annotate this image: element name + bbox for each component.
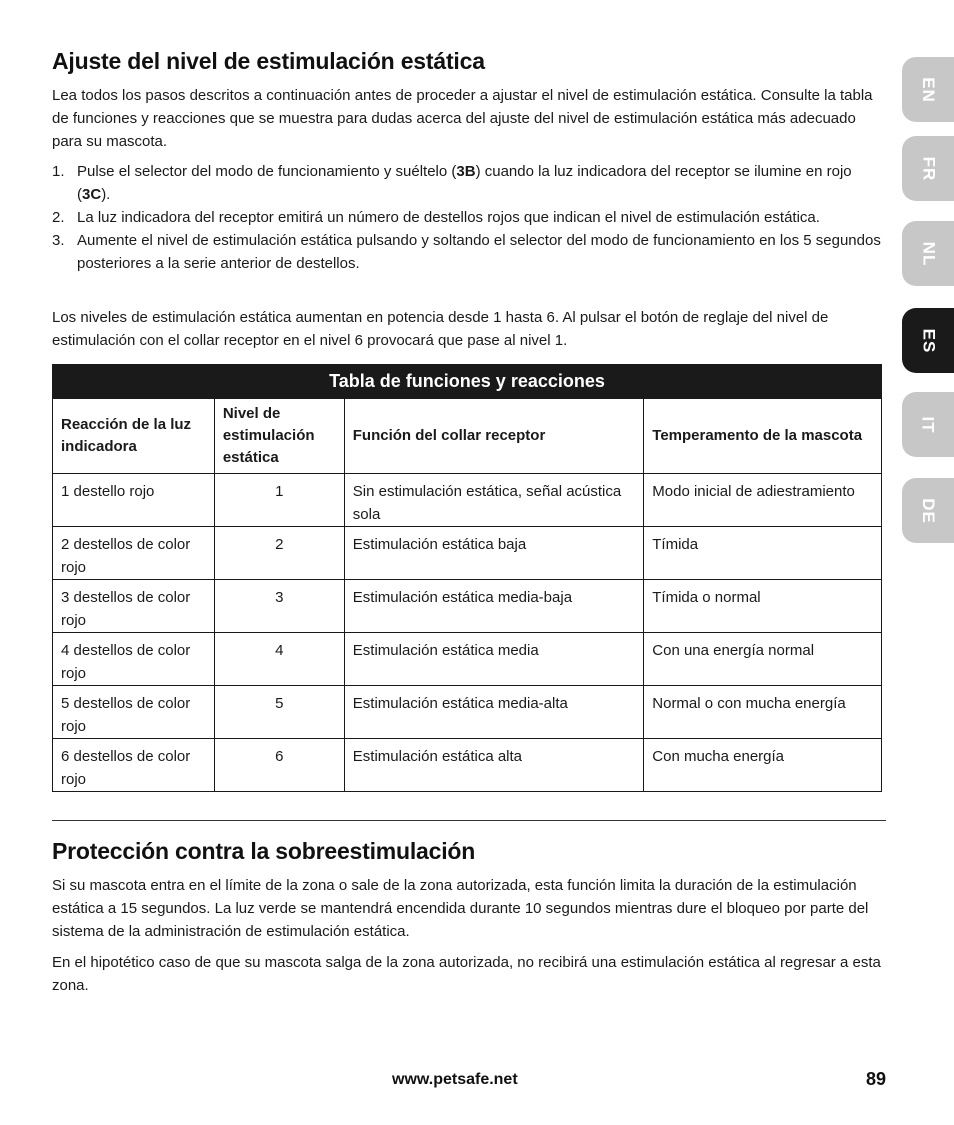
functions-table: [52, 364, 882, 792]
language-tab-de[interactable]: DE: [902, 478, 954, 543]
table-row: 4 destellos de color rojo 4 Estimulación estática media Con una energía normal: [53, 633, 882, 686]
section-title-overstimulation: Protección contra la sobreestimulación: [52, 838, 476, 864]
step-item: 1. Pulse el selector del modo de funcionamiento y suéltelo (3B) cuando la luz indicadora del receptor se ilumine en rojo (3C).: [52, 163, 852, 203]
section-divider: [52, 820, 886, 821]
step-item: 3. Aumente el nivel de estimulación estática pulsando y soltando el selector del modo de funcionamiento en los 5 segundos posteriores a la serie anterior de destellos.: [52, 232, 881, 272]
header-collar-function: Función del collar receptor: [344, 399, 644, 474]
table-title: Tabla de funciones y reacciones: [53, 365, 882, 399]
footer-website: www.petsafe.net: [392, 1071, 518, 1088]
table-row: 3 destellos de color rojo 3 Estimulación estática media-baja Tímida o normal: [53, 580, 882, 633]
table-row: 2 destellos de color rojo 2 Estimulación estática baja Tímida: [53, 527, 882, 580]
overstimulation-paragraph-1: Si su mascota entra en el límite de la zona o sale de la zona autorizada, esta función limita la duración de la estimulación estática a 15 segundos. La luz verde se mantendrá encendida durante 10 segundos mientras dure el bloqueo por parte del sistema de la administración de estimulación estática.: [52, 877, 869, 940]
table-row: 1 destello rojo 1 Sin estimulación estática, señal acústica sola Modo inicial de adiestramiento: [53, 474, 882, 527]
language-tab-nl[interactable]: NL: [902, 221, 954, 286]
page-number: 89: [865, 1069, 886, 1089]
language-tab-en[interactable]: EN: [902, 57, 954, 122]
header-stim-level: Nivel de estimulación estática: [214, 399, 344, 474]
steps-list: [52, 160, 886, 275]
levels-note: Los niveles de estimulación estática aumentan en potencia desde 1 hasta 6. Al pulsar el botón de reglaje del nivel de estimulación con el collar receptor en el nivel 6 provocará que pase al nivel 1.: [52, 309, 829, 349]
overstimulation-paragraph-2: En el hipotético caso de que su mascota salga de la zona autorizada, no recibirá una estimulación estática al regresar a esta zona.: [52, 954, 881, 994]
language-tab-it[interactable]: IT: [902, 392, 954, 457]
section-title-adjust-level: Ajuste del nivel de estimulación estática: [52, 48, 485, 74]
language-tab-fr[interactable]: FR: [902, 136, 954, 201]
language-tab-es[interactable]: ES: [902, 308, 954, 373]
table-row: 6 destellos de color rojo 6 Estimulación estática alta Con mucha energía: [53, 739, 882, 792]
header-pet-temperament: Temperamento de la mascota: [644, 399, 882, 474]
table-row: 5 destellos de color rojo 5 Estimulación estática media-alta Normal o con mucha energía: [53, 686, 882, 739]
intro-paragraph: Lea todos los pasos descritos a continuación antes de proceder a ajustar el nivel de estimulación estática. Consulte la tabla de funciones y reacciones que se muestra para dudas acerca del ajuste del nivel de estimulación estática más adecuado para su mascota.: [52, 87, 873, 150]
header-light-reaction: Reacción de la luz indicadora: [53, 399, 215, 474]
step-item: 2. La luz indicadora del receptor emitirá un número de destellos rojos que indican el nivel de estimulación estática.: [52, 209, 820, 226]
